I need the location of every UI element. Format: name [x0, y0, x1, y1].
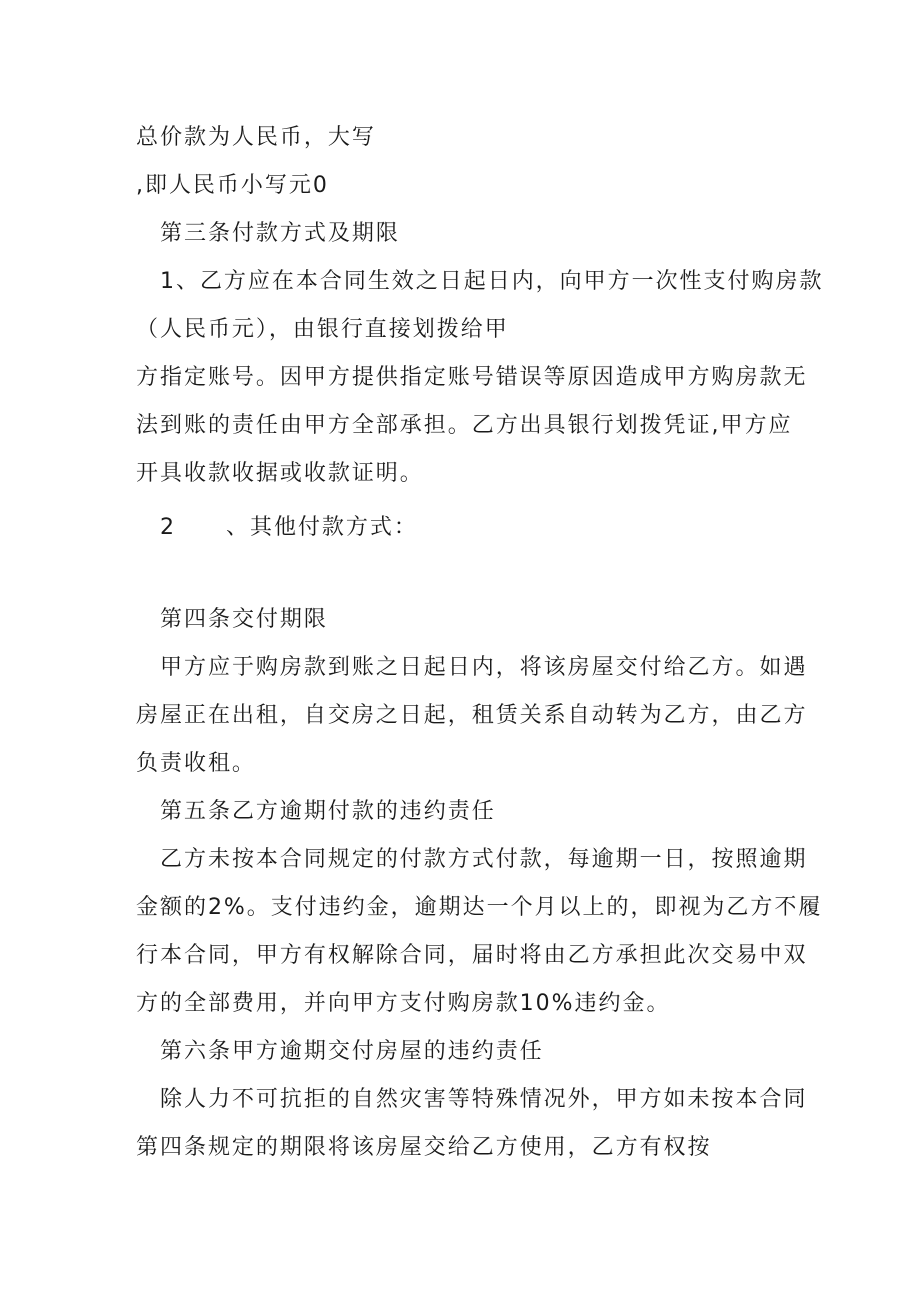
text-line: 房屋正在出租，自交房之日起，租赁关系自动转为乙方，由乙方 [136, 703, 808, 728]
text-line: 1、乙方应在本合同生效之日起日内，向甲方一次性支付购房款 [160, 269, 824, 294]
text-line: 乙方未按本合同规定的付款方式付款，每逾期一日，按照逾期 [160, 847, 808, 872]
text-line: 法到账的责任由甲方全部承担。乙方出具银行划拨凭证,甲方应 [136, 413, 793, 438]
text-line: 金额的2%。支付违约金，逾期达一个月以上的，即视为乙方不履 [136, 895, 823, 920]
section-heading: 第三条付款方式及期限 [160, 221, 400, 246]
text-line: 方指定账号。因甲方提供指定账号错误等原因造成甲方购房款无 [136, 365, 808, 390]
text-line: 甲方应于购房款到账之日起日内，将该房屋交付给乙方。如遇 [160, 655, 808, 680]
text-line: 除人力不可抗拒的自然灾害等特殊情况外，甲方如未按本合同 [160, 1087, 808, 1112]
text-line: ,即人民币小写元0 [136, 173, 329, 198]
text-line: 行本合同，甲方有权解除合同，届时将由乙方承担此次交易中双 [136, 943, 808, 968]
section-heading: 第六条甲方逾期交付房屋的违约责任 [160, 1039, 544, 1064]
text-line: 开具收款收据或收款证明。 [136, 461, 424, 486]
text-line: 负责收租。 [136, 751, 256, 776]
text-line: 、其他付款方式： [226, 515, 418, 540]
list-number: 2 [160, 515, 176, 540]
text-line: 方的全部费用，并向甲方支付购房款10%违约金。 [136, 991, 671, 1016]
text-line: 总价款为人民币，大写 [136, 125, 376, 150]
text-line: （人民币元），由银行直接划拨给甲 [136, 317, 509, 342]
section-heading: 第四条交付期限 [160, 607, 328, 632]
text-line: 第四条规定的期限将该房屋交给乙方使用，乙方有权按 [136, 1135, 712, 1160]
section-heading: 第五条乙方逾期付款的违约责任 [160, 799, 496, 824]
